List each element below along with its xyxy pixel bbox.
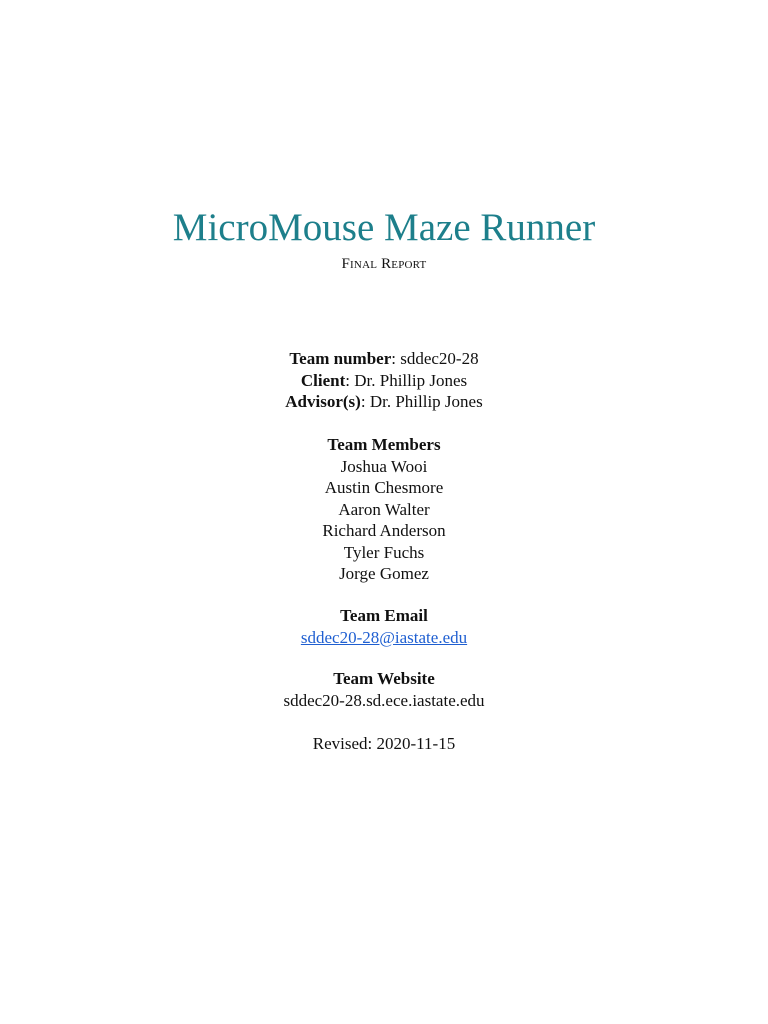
team-member-name: Aaron Walter bbox=[338, 499, 430, 519]
document-subtitle: Final Report bbox=[341, 256, 427, 272]
team-website-heading: Team Website bbox=[333, 669, 435, 688]
team-info-block bbox=[0, 348, 768, 413]
team-number-value: : sddec20-28 bbox=[391, 349, 479, 368]
client-label: Client bbox=[300, 370, 346, 390]
team-number-label: Team number bbox=[289, 349, 392, 368]
client-value: : Dr. Phillip Jones bbox=[345, 370, 468, 390]
advisor-value: : Dr. Phillip Jones bbox=[360, 392, 483, 411]
team-website-block bbox=[0, 668, 768, 711]
team-website-url: sddec20-28.sd.ece.iastate.edu bbox=[283, 690, 485, 710]
team-email-heading: Team Email bbox=[340, 606, 428, 625]
revised-date: Revised: 2020-11-15 bbox=[312, 734, 456, 753]
client-line bbox=[0, 370, 768, 392]
revision-block bbox=[0, 733, 768, 755]
advisor-line bbox=[0, 391, 768, 413]
team-member-name: Richard Anderson bbox=[322, 521, 446, 540]
document-title: MicroMouse Maze Runner bbox=[172, 206, 596, 249]
team-member-name: Austin Chesmore bbox=[324, 478, 444, 497]
team-email-link[interactable]: sddec20-28@iastate.edu bbox=[300, 627, 468, 647]
team-member-name: Jorge Gomez bbox=[339, 564, 429, 583]
advisor-label: Advisor(s) bbox=[285, 392, 361, 411]
team-members-block bbox=[0, 434, 768, 585]
team-email-block bbox=[0, 605, 768, 648]
team-member-name: Tyler Fuchs bbox=[343, 542, 425, 562]
team-number-line bbox=[0, 348, 768, 370]
team-members-heading: Team Members bbox=[327, 435, 441, 454]
team-member-name: Joshua Wooi bbox=[340, 456, 428, 476]
